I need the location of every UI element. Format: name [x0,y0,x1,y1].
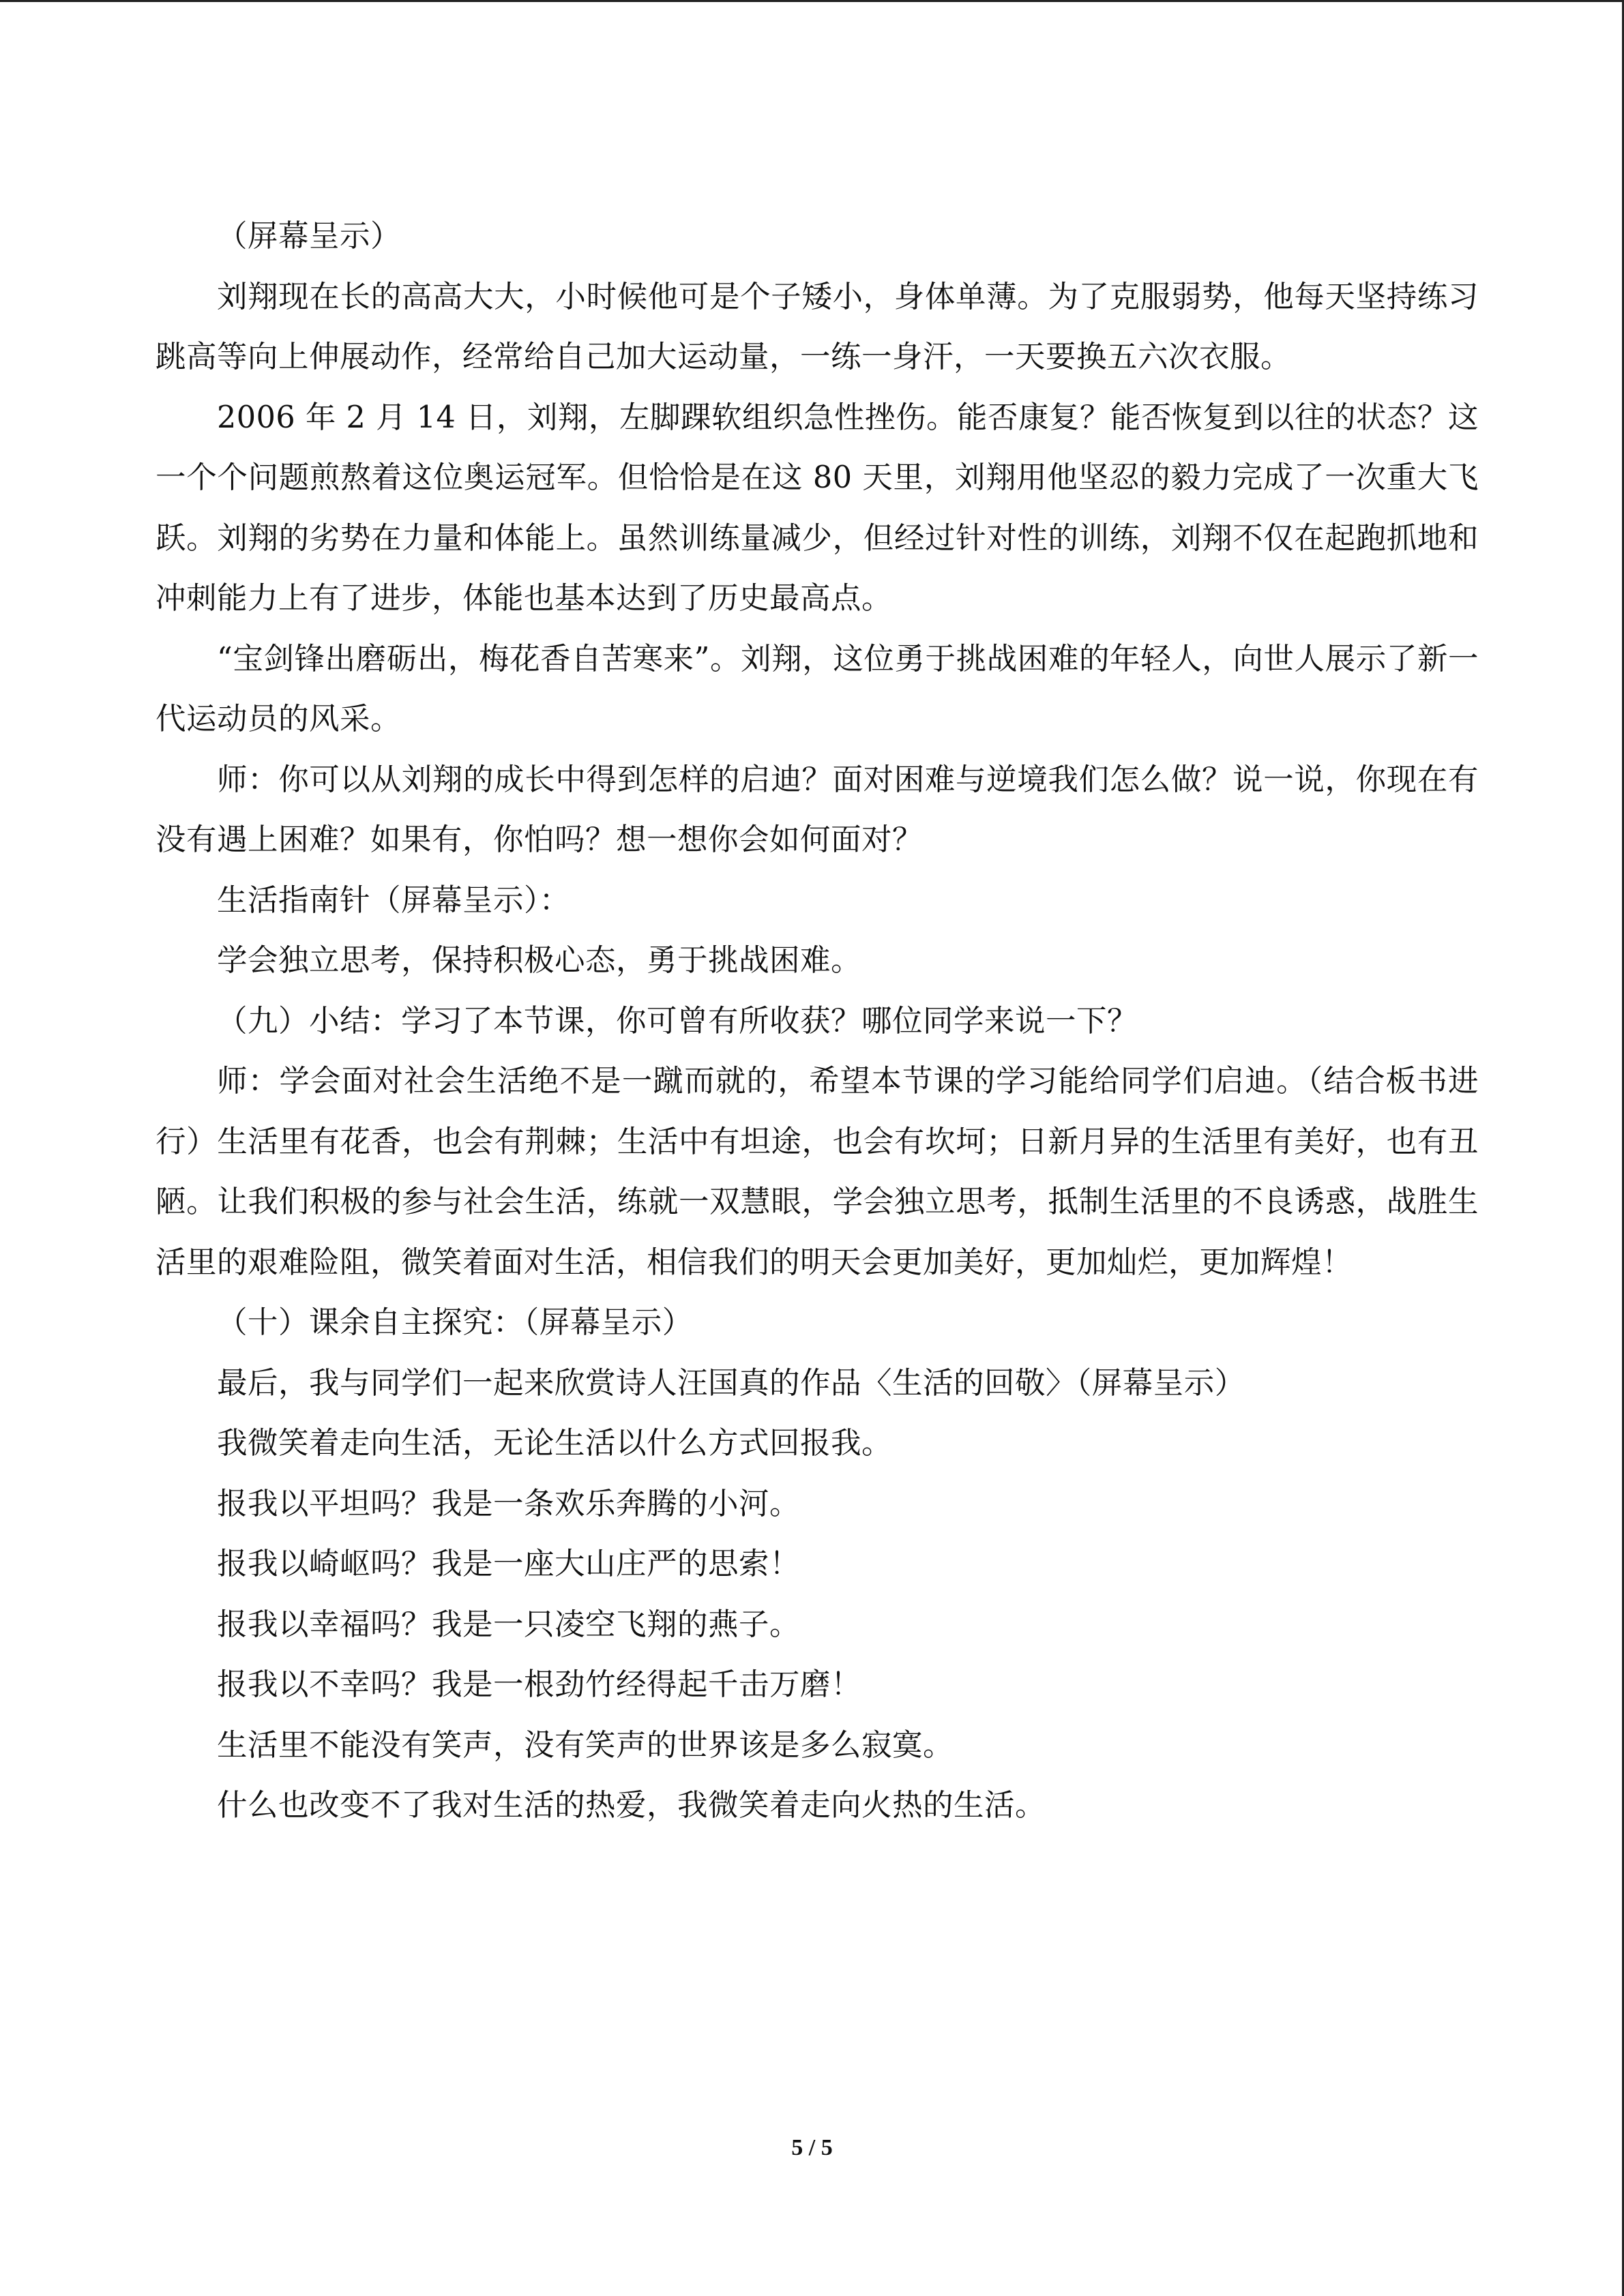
paragraph: 学会独立思考，保持积极心态，勇于挑战困难。 [217,943,862,978]
paragraph: （屏幕呈示） [217,219,402,254]
poem-line: 什么也改变不了我对生活的热爱，我微笑着走向火热的生活。 [217,1788,1046,1823]
poem-line: 报我以幸福吗？我是一只凌空飞翔的燕子。 [217,1607,801,1642]
paragraph: 2006 年 2 月 14 日，刘翔，左脚踝软组织急性挫伤。能否康复？能否恢复到以往的状态？这一个个问题煎熬着这位奥运冠军。但恰恰是在这 80 天里，刘翔用他坚忍的毅力完成了一次重大飞跃。刘翔的劣势在力量和体能上。虽然训练量减少，但经过针对性的训练，刘翔不仅在起跑抓地和冲刺能力上有了进步，体能也基本达到了历史最高点。 [156,400,1479,616]
paragraph: 刘翔现在长的高高大大，小时候他可是个子矮小，身体单薄。为了克服弱势，他每天坚持练习跳高等向上伸展动作，经常给自己加大运动量，一练一身汗，一天要换五六次衣服。 [156,279,1479,374]
poem-line: 我微笑着走向生活，无论生活以什么方式回报我。 [217,1426,893,1461]
paragraph: “宝剑锋出磨砺出，梅花香自苦寒来”。刘翔，这位勇于挑战困难的年轻人，向世人展示了新一代运动员的风采。 [156,641,1479,736]
paragraph: （九）小结：学习了本节课，你可曾有所收获？哪位同学来说一下？ [217,1003,1138,1039]
document-body [156,207,1479,1836]
paragraph: 最后，我与同学们一起来欣赏诗人汪国真的作品〈生活的回敬〉（屏幕呈示） [217,1365,1245,1401]
paragraph: 师：学会面对社会生活绝不是一蹴而就的，希望本节课的学习能给同学们启迪。（结合板书进行）生活里有花香，也会有荆棘；生活中有坦途，也会有坎坷；日新月异的生活里有美好，也有丑陋。让我们积极的参与社会生活，练就一双慧眼，学会独立思考，抵制生活里的不良诱惑，战胜生活里的艰难险阻，微笑着面对生活，相信我们的明天会更加美好，更加灿烂，更加辉煌！ [156,1064,1479,1280]
poem-line: 报我以平坦吗？我是一条欢乐奔腾的小河。 [217,1486,801,1521]
poem-line: 报我以崎岖吗？我是一座大山庄严的思索！ [217,1547,801,1581]
page-number: 5 / 5 [791,2135,833,2160]
poem-line: 报我以不幸吗？我是一根劲竹经得起千击万磨！ [217,1667,862,1702]
poem-line: 生活里不能没有笑声，没有笑声的世界该是多么寂寞。 [217,1727,954,1763]
paragraph: 生活指南针（屏幕呈示）： [217,882,570,918]
paragraph: （十）课余自主探究：（屏幕呈示） [217,1305,693,1340]
paragraph: 师：你可以从刘翔的成长中得到怎样的启迪？面对困难与逆境我们怎么做？说一说，你现在有没有遇上困难？如果有，你怕吗？想一想你会如何面对？ [156,762,1479,857]
